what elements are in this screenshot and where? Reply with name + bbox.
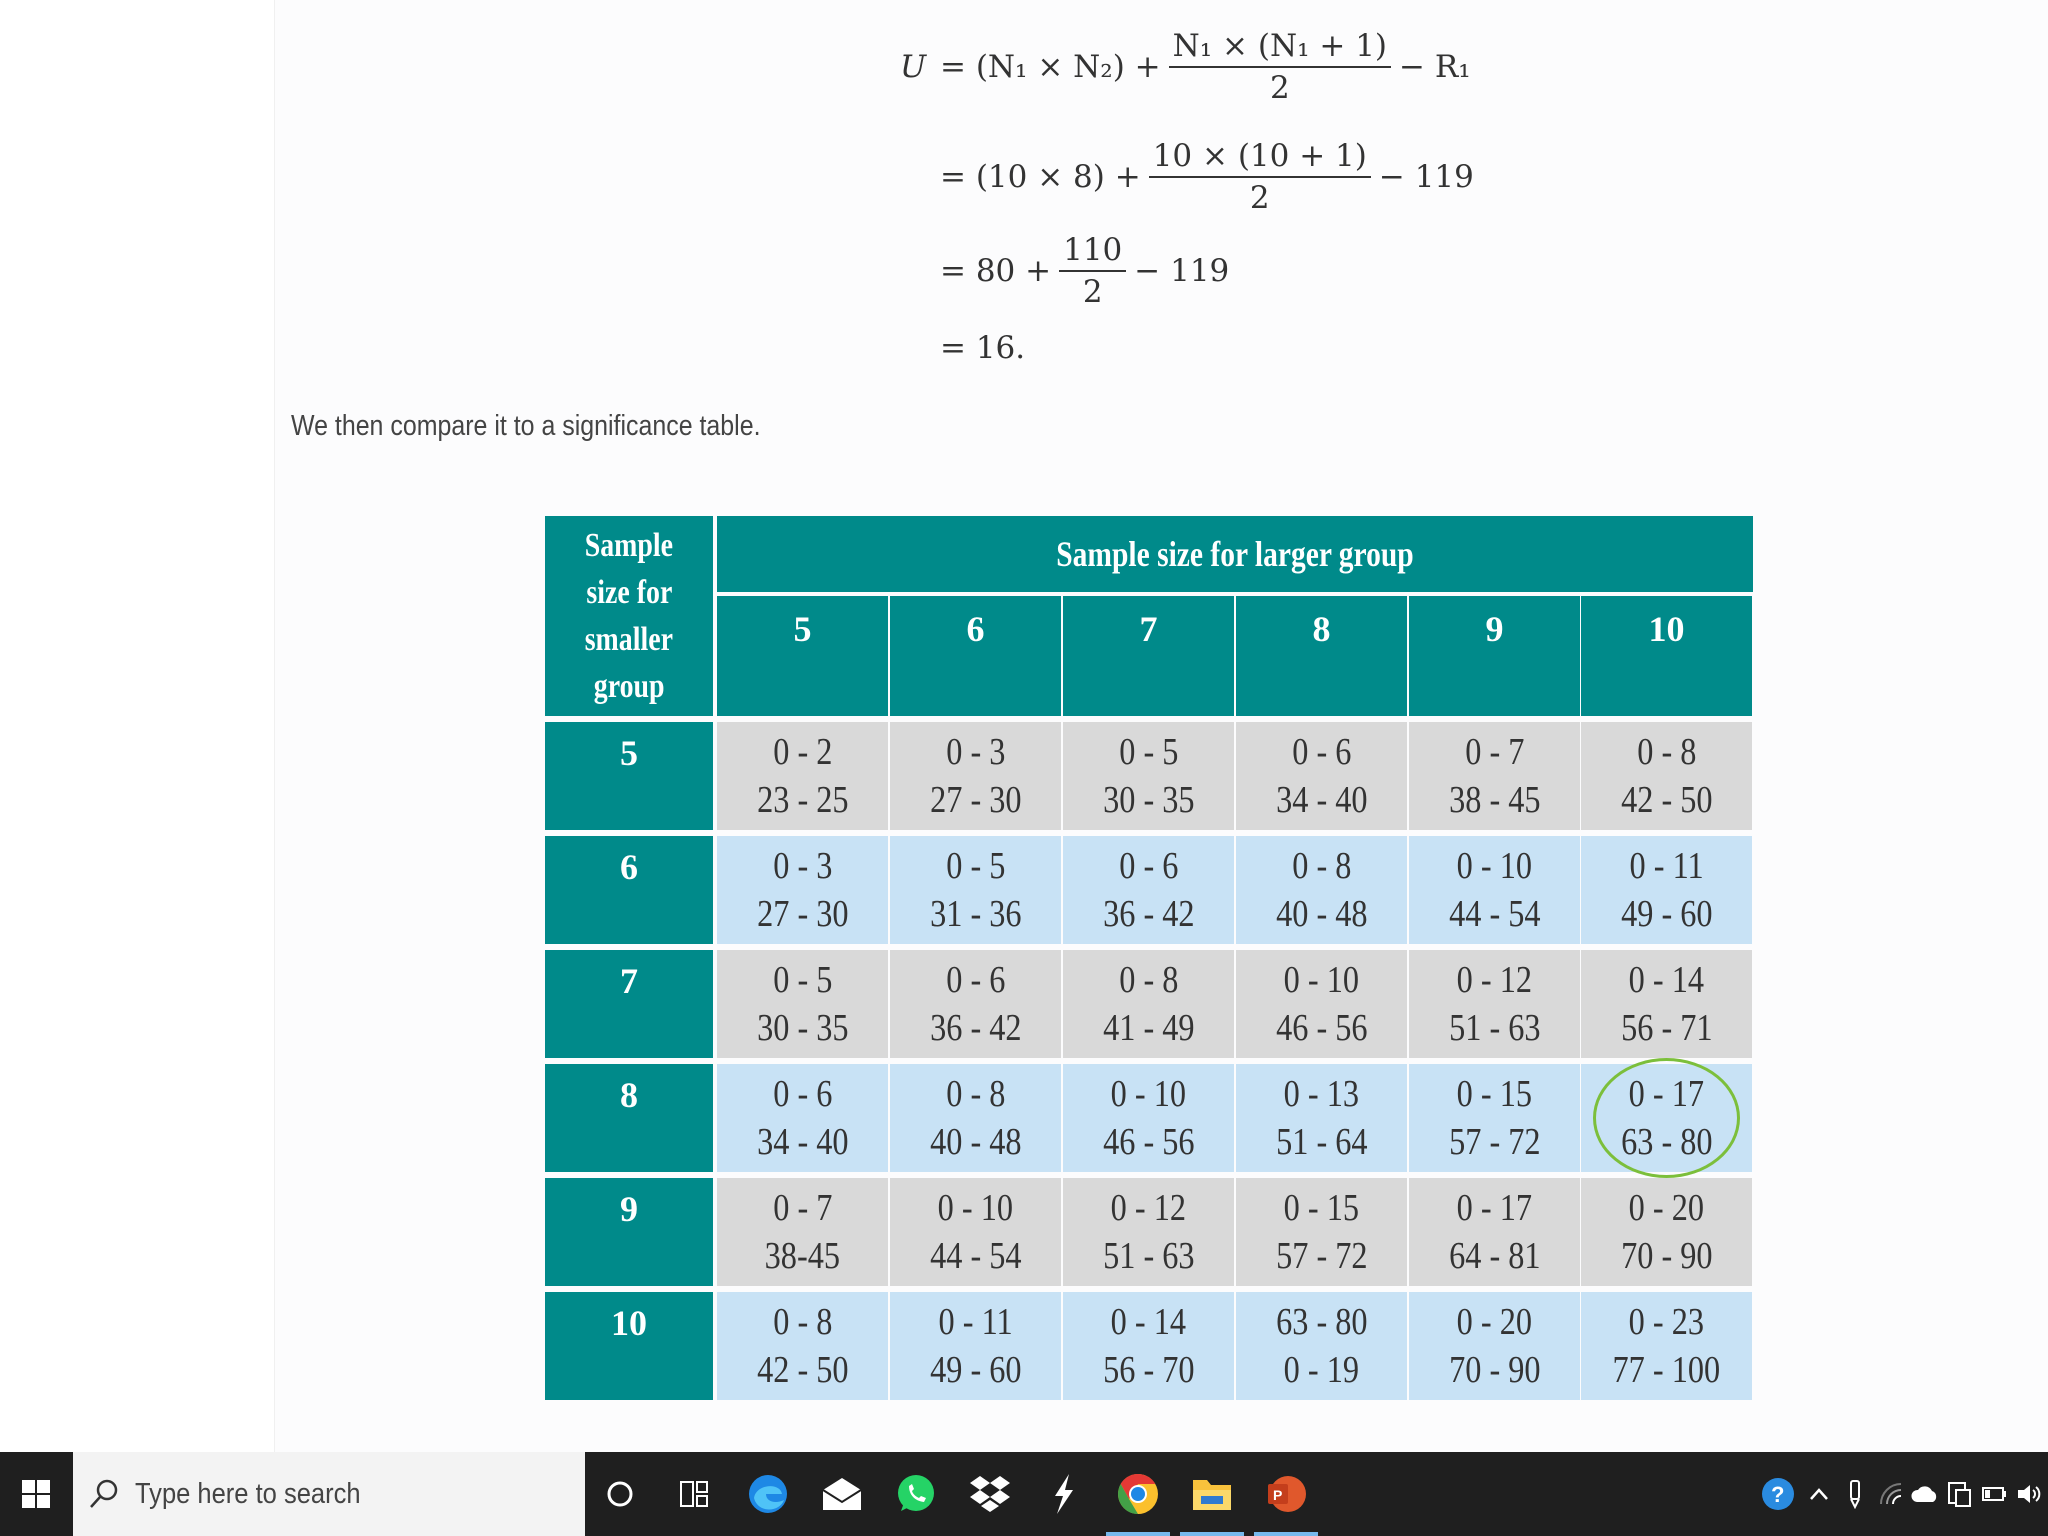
- critical-range-lower: 0 - 10: [1110, 1073, 1187, 1115]
- critical-range-lower: 0 - 5: [1118, 731, 1179, 773]
- critical-range-lower: 0 - 17: [1456, 1187, 1533, 1229]
- table-cell: [1063, 722, 1234, 830]
- search-icon: [87, 1477, 121, 1511]
- onedrive-tray-button[interactable]: [1910, 1474, 1940, 1514]
- row-header: [545, 1178, 713, 1286]
- pen-tray-icon: [1845, 1479, 1865, 1509]
- volume-tray-button[interactable]: [2014, 1474, 2044, 1514]
- table-cell: [1063, 1292, 1234, 1400]
- column-header: [1236, 596, 1407, 716]
- table-cell: [717, 1064, 888, 1172]
- critical-range-upper: 44 - 54: [1448, 893, 1541, 935]
- formula-line-2: [900, 138, 1474, 216]
- critical-range-lower: 0 - 10: [937, 1187, 1014, 1229]
- formula-line-1-a: = (N₁ × N₂) +: [940, 49, 1161, 85]
- table-cell: [1063, 950, 1234, 1058]
- row-header: [545, 950, 713, 1058]
- critical-range-upper: 36 - 42: [1102, 893, 1195, 935]
- cortana-icon: [605, 1479, 635, 1509]
- table-cell: [717, 950, 888, 1058]
- column-header: [890, 596, 1061, 716]
- critical-range-upper: 51 - 63: [1102, 1235, 1195, 1277]
- corner-header-line: group: [593, 668, 665, 705]
- critical-range-lower: 0 - 15: [1456, 1073, 1533, 1115]
- help-tray-button[interactable]: [1758, 1474, 1798, 1514]
- chrome-running-indicator: [1106, 1532, 1170, 1536]
- windows-taskbar: [0, 1452, 2048, 1536]
- taskbar-search-box[interactable]: [73, 1452, 585, 1536]
- table-cell: [717, 1178, 888, 1286]
- formula-result: = 16.: [940, 330, 1026, 366]
- whatsapp-button[interactable]: [888, 1466, 944, 1522]
- table-cell: [1581, 836, 1752, 944]
- column-header: [1581, 596, 1752, 716]
- critical-range-upper: 56 - 71: [1620, 1007, 1713, 1049]
- critical-range-upper: 36 - 42: [929, 1007, 1022, 1049]
- table-cell: [1409, 950, 1580, 1058]
- row-header-label: 10: [611, 1303, 647, 1343]
- critical-range-upper: 42 - 50: [756, 1349, 849, 1391]
- significance-table: [545, 516, 1753, 1414]
- fraction-numerator: 10 × (10 + 1): [1149, 138, 1371, 178]
- table-cell: [717, 722, 888, 830]
- device-tray-button[interactable]: [1944, 1474, 1974, 1514]
- row-header-label: 6: [620, 847, 638, 887]
- critical-range-upper: 46 - 56: [1275, 1007, 1368, 1049]
- critical-range-upper: 23 - 25: [756, 779, 849, 821]
- table-cell: [890, 950, 1061, 1058]
- column-header: [1409, 596, 1580, 716]
- speaker-icon: [2015, 1482, 2043, 1506]
- top-header-label: Sample size for larger group: [1056, 534, 1414, 574]
- column-header-label: 7: [1139, 609, 1158, 649]
- fraction-numerator: 110: [1059, 232, 1126, 272]
- row-header: [545, 1292, 713, 1400]
- critical-range-upper: 31 - 36: [929, 893, 1022, 935]
- row-header: [545, 722, 713, 830]
- critical-range-upper: 51 - 64: [1275, 1121, 1368, 1163]
- fraction-denominator: 2: [1082, 274, 1103, 310]
- cloud-icon: [1911, 1484, 1939, 1504]
- critical-range-lower: 0 - 11: [1629, 845, 1704, 887]
- table-cell: [1409, 722, 1580, 830]
- table-cell: [890, 1178, 1061, 1286]
- critical-range-lower: 0 - 20: [1628, 1187, 1705, 1229]
- column-header: [717, 596, 888, 716]
- critical-range-upper: 57 - 72: [1448, 1121, 1541, 1163]
- network-tray-button[interactable]: [1876, 1474, 1906, 1514]
- critical-range-lower: 0 - 8: [1636, 731, 1697, 773]
- column-header-label: 5: [793, 609, 812, 649]
- critical-range-lower: 0 - 6: [772, 1073, 833, 1115]
- table-cell: [1409, 1292, 1580, 1400]
- table-cell: [1063, 1064, 1234, 1172]
- task-view-button[interactable]: [666, 1466, 722, 1522]
- formula-line-1-b: − R₁: [1399, 49, 1471, 85]
- corner-header-line: smaller: [584, 621, 674, 658]
- svg-text:?: ?: [1771, 1482, 1785, 1507]
- dropbox-button[interactable]: [962, 1466, 1018, 1522]
- formula-line-1-fraction: [1169, 28, 1391, 106]
- table-cell: [1236, 950, 1407, 1058]
- critical-range-lower: 0 - 3: [772, 845, 833, 887]
- critical-range-upper: 70 - 90: [1448, 1349, 1541, 1391]
- critical-range-upper: 30 - 35: [756, 1007, 849, 1049]
- windows-logo-icon: [22, 1480, 50, 1508]
- table-cell: [1581, 722, 1752, 830]
- table-cell: [890, 722, 1061, 830]
- edge-button[interactable]: [740, 1466, 796, 1522]
- column-header-label: 10: [1648, 609, 1685, 649]
- critical-range-lower: 0 - 14: [1628, 959, 1705, 1001]
- powerpoint-icon: [1264, 1472, 1308, 1516]
- critical-range-upper: 46 - 56: [1102, 1121, 1195, 1163]
- row-header-label: 7: [620, 961, 638, 1001]
- critical-range-lower: 0 - 23: [1628, 1301, 1705, 1343]
- table-cell: [1236, 1292, 1407, 1400]
- critical-range-lower: 0 - 17: [1628, 1073, 1705, 1115]
- search-placeholder: Type here to search: [135, 1477, 361, 1510]
- chrome-button[interactable]: [1110, 1466, 1166, 1522]
- row-header: [545, 1064, 713, 1172]
- critical-range-upper: 49 - 60: [929, 1349, 1022, 1391]
- critical-range-upper: 40 - 48: [1275, 893, 1368, 935]
- critical-range-lower: 0 - 6: [1291, 731, 1352, 773]
- row-header-label: 5: [620, 733, 638, 773]
- critical-range-lower: 0 - 8: [945, 1073, 1006, 1115]
- critical-range-lower: 0 - 6: [945, 959, 1006, 1001]
- critical-range-lower: 0 - 10: [1283, 959, 1360, 1001]
- table-cell: [1409, 1178, 1580, 1286]
- formula-line-3-fraction: [1059, 232, 1126, 310]
- svg-text:P: P: [1273, 1487, 1283, 1503]
- formula-line-1: [900, 28, 1471, 106]
- corner-header: [545, 516, 713, 716]
- critical-range-upper: 0 - 19: [1283, 1349, 1360, 1391]
- table-cell: [1236, 1064, 1407, 1172]
- formula-line-2-b: − 119: [1378, 159, 1474, 195]
- formula-line-4: [900, 330, 1025, 366]
- powerpoint-button[interactable]: [1258, 1466, 1314, 1522]
- critical-range-lower: 0 - 2: [772, 731, 833, 773]
- left-margin-pane: [0, 0, 275, 1452]
- critical-range-upper: 77 - 100: [1612, 1349, 1721, 1391]
- critical-range-lower: 0 - 10: [1456, 845, 1533, 887]
- table-cell: [1581, 950, 1752, 1058]
- device-icon: [1946, 1480, 1972, 1508]
- bolt-app-button[interactable]: [1036, 1466, 1092, 1522]
- critical-range-upper: 42 - 50: [1620, 779, 1713, 821]
- table-cell: [1581, 1178, 1752, 1286]
- app-bolt-icon: [1049, 1472, 1079, 1516]
- table-cell: [1063, 836, 1234, 944]
- formula-line-2-fraction: [1149, 138, 1371, 216]
- column-header-label: 6: [966, 609, 985, 649]
- battery-tray-button[interactable]: [1980, 1474, 2010, 1514]
- column-header: [1063, 596, 1234, 716]
- critical-range-upper: 49 - 60: [1620, 893, 1713, 935]
- critical-range-upper: 34 - 40: [756, 1121, 849, 1163]
- fraction-denominator: 2: [1249, 180, 1270, 216]
- table-cell: [1063, 1178, 1234, 1286]
- chevron-up-icon: [1809, 1487, 1829, 1501]
- critical-range-upper: 27 - 30: [756, 893, 849, 935]
- table-cell: [717, 1292, 888, 1400]
- formula-line-3-b: − 119: [1134, 253, 1230, 289]
- table-cell: [1581, 1292, 1752, 1400]
- start-button[interactable]: [0, 1452, 72, 1536]
- row-header-label: 8: [620, 1075, 638, 1115]
- critical-range-upper: 44 - 54: [929, 1235, 1022, 1277]
- powerpoint-running-indicator: [1254, 1532, 1318, 1536]
- critical-range-lower: 0 - 5: [772, 959, 833, 1001]
- corner-header-line: size for: [586, 574, 672, 611]
- dropbox-icon: [969, 1474, 1011, 1514]
- critical-range-lower: 0 - 20: [1456, 1301, 1533, 1343]
- help-icon: [1760, 1476, 1796, 1512]
- file-explorer-icon: [1191, 1476, 1233, 1512]
- critical-range-lower: 0 - 7: [1464, 731, 1525, 773]
- critical-range-lower: 0 - 8: [1291, 845, 1352, 887]
- critical-range-lower: 0 - 12: [1456, 959, 1533, 1001]
- critical-range-lower: 0 - 8: [772, 1301, 833, 1343]
- wifi-icon: [1879, 1482, 1903, 1506]
- corner-header-line: Sample: [584, 527, 674, 564]
- table-cell: [890, 836, 1061, 944]
- critical-range-upper: 38 - 45: [1448, 779, 1541, 821]
- critical-range-lower: 0 - 3: [945, 731, 1006, 773]
- task-view-icon: [678, 1478, 710, 1510]
- critical-range-upper: 40 - 48: [929, 1121, 1022, 1163]
- critical-range-lower: 0 - 13: [1283, 1073, 1360, 1115]
- table-cell: [717, 836, 888, 944]
- fraction-numerator: N₁ × (N₁ + 1): [1169, 28, 1391, 68]
- critical-range-lower: 0 - 7: [772, 1187, 833, 1229]
- critical-range-upper: 27 - 30: [929, 779, 1022, 821]
- critical-range-lower: 0 - 8: [1118, 959, 1179, 1001]
- critical-range-upper: 56 - 70: [1102, 1349, 1195, 1391]
- critical-range-lower: 0 - 11: [938, 1301, 1013, 1343]
- column-header-label: 8: [1312, 609, 1331, 649]
- fraction-denominator: 2: [1269, 70, 1290, 106]
- column-header-label: 9: [1485, 609, 1504, 649]
- edge-icon: [746, 1472, 790, 1516]
- critical-range-upper: 57 - 72: [1275, 1235, 1368, 1277]
- formula-line-2-a: = (10 × 8) +: [940, 159, 1141, 195]
- table-cell: [1409, 836, 1580, 944]
- critical-range-upper: 41 - 49: [1102, 1007, 1195, 1049]
- mail-icon: [821, 1476, 863, 1512]
- critical-range-upper: 64 - 81: [1448, 1235, 1541, 1277]
- critical-range-upper: 34 - 40: [1275, 779, 1368, 821]
- critical-range-lower: 0 - 15: [1283, 1187, 1360, 1229]
- formula-lhs: U: [900, 49, 927, 85]
- battery-icon: [1981, 1485, 2009, 1503]
- mail-button[interactable]: [814, 1466, 870, 1522]
- row-header: [545, 836, 713, 944]
- table-cell: [1236, 836, 1407, 944]
- critical-range-lower: 0 - 14: [1110, 1301, 1187, 1343]
- critical-range-upper: 30 - 35: [1102, 779, 1195, 821]
- table-cell: [1236, 722, 1407, 830]
- whatsapp-icon: [895, 1473, 937, 1515]
- critical-range-lower: 63 - 80: [1275, 1301, 1368, 1343]
- critical-range-upper: 70 - 90: [1620, 1235, 1713, 1277]
- chrome-icon: [1116, 1472, 1160, 1516]
- file-explorer-button[interactable]: [1184, 1466, 1240, 1522]
- highlight-circle: [1593, 1058, 1740, 1178]
- critical-range-lower: 0 - 12: [1110, 1187, 1187, 1229]
- cortana-button[interactable]: [592, 1466, 648, 1522]
- row-header-label: 9: [620, 1189, 638, 1229]
- table-cell: [890, 1064, 1061, 1172]
- top-header: [717, 516, 1753, 592]
- table-cell: [890, 1292, 1061, 1400]
- critical-range-upper: 63 - 80: [1620, 1121, 1713, 1163]
- critical-range-lower: 0 - 6: [1118, 845, 1179, 887]
- show-hidden-icons-button[interactable]: [1804, 1474, 1834, 1514]
- table-cell: [1236, 1178, 1407, 1286]
- critical-range-upper: 51 - 63: [1448, 1007, 1541, 1049]
- critical-range-upper: 38-45: [764, 1235, 841, 1277]
- critical-range-lower: 0 - 5: [945, 845, 1006, 887]
- formula-line-3: [900, 232, 1229, 310]
- explorer-running-indicator: [1180, 1532, 1244, 1536]
- table-cell: [1409, 1064, 1580, 1172]
- formula-line-3-a: = 80 +: [940, 253, 1052, 289]
- meet-now-tray-button[interactable]: [1840, 1474, 1870, 1514]
- intro-paragraph: We then compare it to a significance table.: [291, 410, 761, 442]
